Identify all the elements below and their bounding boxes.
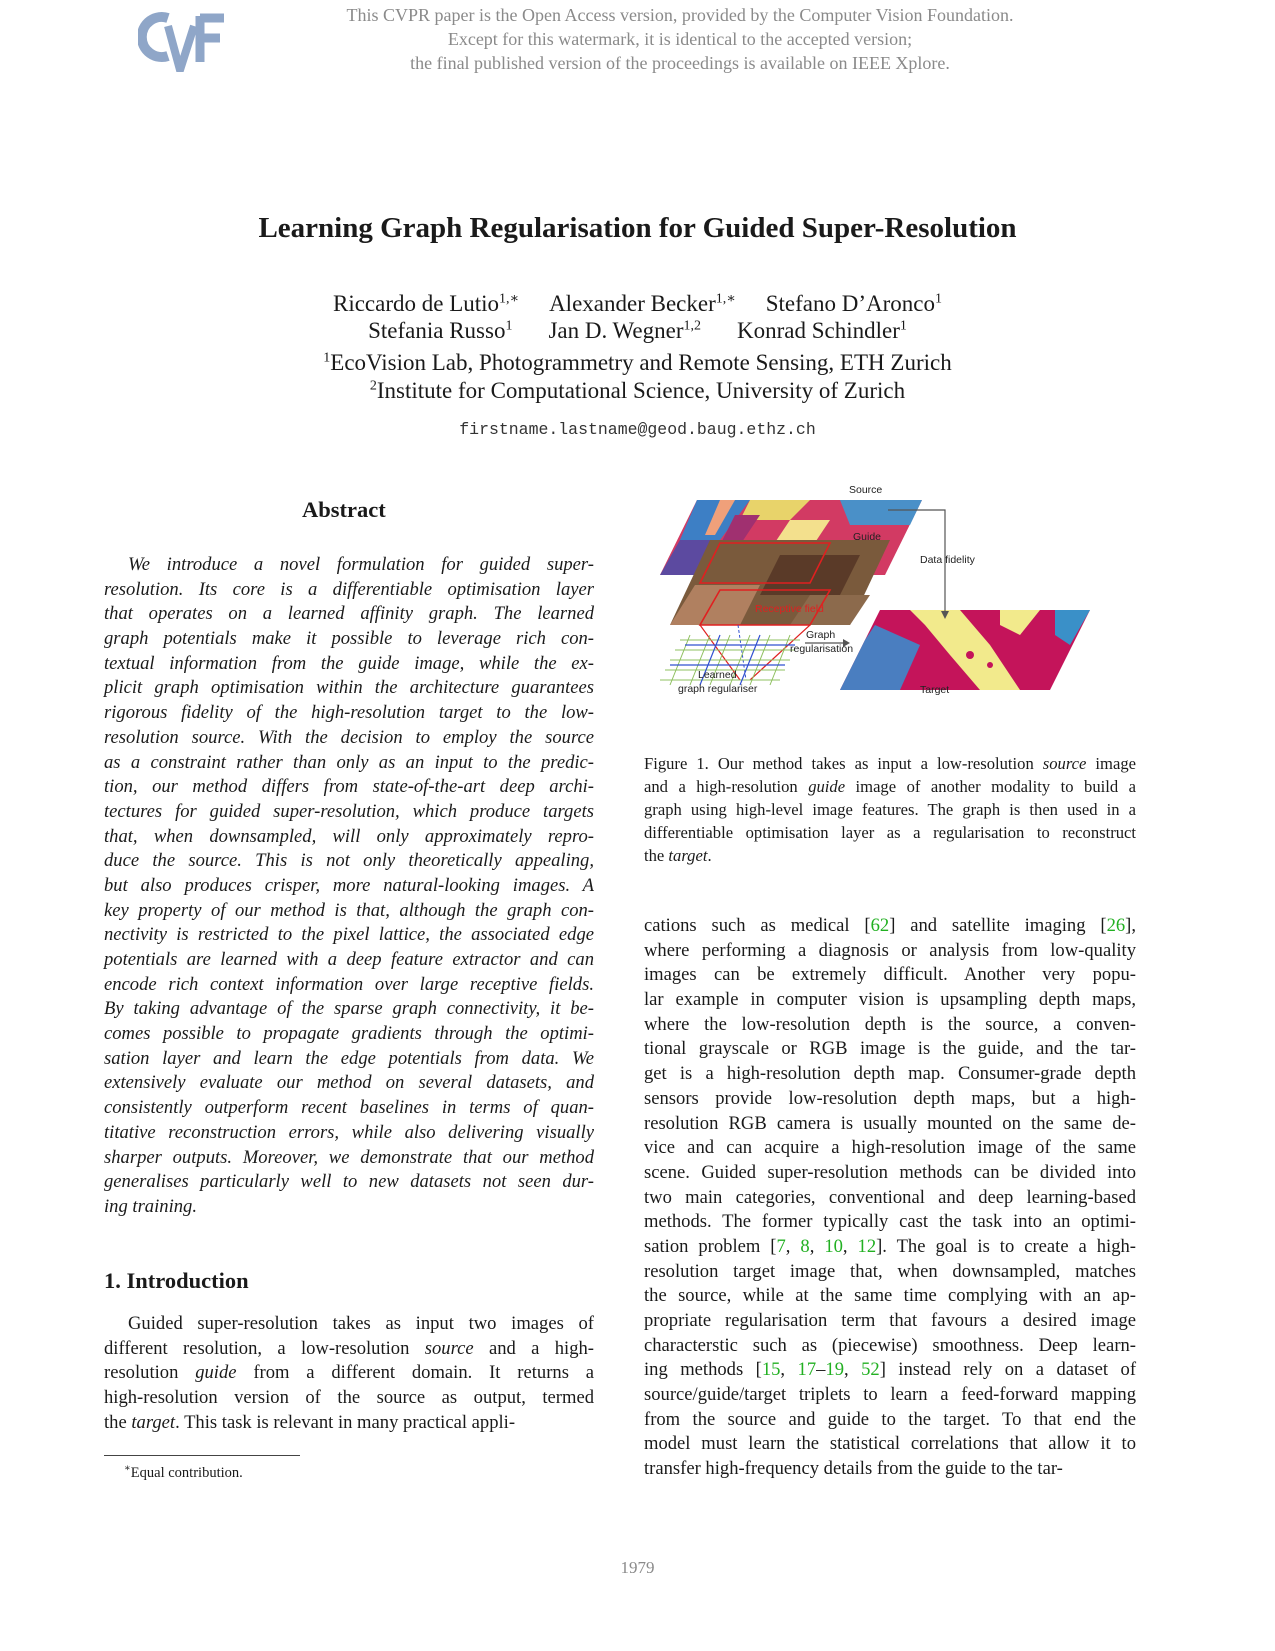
caption-line: Figure 1. Our method takes as input a low-resolution source image bbox=[644, 754, 1136, 773]
figure-1 bbox=[660, 484, 1120, 730]
introduction-line: Guided super-resolution takes as input two images of bbox=[128, 1313, 594, 1334]
right-column-line: from the source and guide to the target. To that end the bbox=[644, 1408, 1136, 1430]
right-column-line: resolution RGB camera is usually mounted on the same de- bbox=[644, 1112, 1136, 1134]
right-column-line: cations such as medical [62] and satellite imaging [26], bbox=[644, 915, 1136, 936]
authors-row bbox=[0, 290, 1275, 317]
right-column-line: the source, while at the same time complying with an ap- bbox=[644, 1285, 1136, 1307]
abstract-line: textual information from the guide image, while the ex- bbox=[104, 652, 594, 674]
abstract-line: encode rich context information over large receptive fields. bbox=[104, 973, 594, 995]
author-name: Jan D. Wegner$^{1,2}$ bbox=[548, 318, 701, 343]
right-column-line: sation problem [7, 8, 10, 12]. The goal is to create a high- bbox=[644, 1235, 1136, 1257]
abstract-line: sation layer and learn the edge potentials from data. We bbox=[104, 1047, 594, 1069]
figure-label-target: Target bbox=[920, 684, 950, 696]
right-column-line: where the low-resolution depth is the source, a conven- bbox=[644, 1013, 1136, 1035]
right-column-line: propriate regularisation term that favours a desired image bbox=[644, 1310, 1136, 1331]
footnote-rule bbox=[104, 1455, 300, 1456]
right-column-line: where performing a diagnosis or analysis from low-quality bbox=[644, 939, 1136, 961]
citation-link[interactable]: 52 bbox=[861, 1359, 880, 1381]
watermark-line: the final published version of the proceedings is available on IEEE Xplore. bbox=[410, 53, 950, 73]
abstract-line: titative reconstruction errors, while also delivering visually bbox=[104, 1121, 594, 1143]
affiliation: $^1$EcoVision Lab, Photogrammetry and Remote Sensing, ETH Zurich bbox=[323, 350, 952, 375]
abstract-line: resolution source. With the decision to employ the source bbox=[104, 726, 594, 748]
abstract-line: tion, our method differs from state-of-the-art deep archi- bbox=[104, 776, 594, 798]
citation-link[interactable]: 7 bbox=[776, 1235, 786, 1257]
citation-link[interactable]: 26 bbox=[1106, 915, 1126, 936]
abstract-line: rigorous fidelity of the high-resolution target to the low- bbox=[104, 702, 594, 724]
abstract-line: plicit graph optimisation within the architecture guarantees bbox=[104, 677, 594, 699]
target-layer bbox=[840, 610, 1090, 690]
paper-title: Learning Graph Regularisation for Guided Super-Resolution bbox=[258, 212, 1017, 244]
abstract-line: consistently outperform recent baselines in terms of quan- bbox=[104, 1097, 594, 1119]
footnote: ∗Equal contribution. bbox=[124, 1463, 243, 1481]
citation-link[interactable]: 62 bbox=[870, 915, 890, 936]
figure-1-caption bbox=[644, 752, 1136, 867]
right-column-line: source/guide/target triplets to learn a feed-forward mapping bbox=[644, 1384, 1136, 1406]
introduction-line: the target. This task is relevant in many practical appli- bbox=[104, 1411, 516, 1433]
abstract-line: tectures for guided super-resolution, which produce targets bbox=[104, 800, 594, 822]
right-column-line: model must learn the statistical correlations that allow it to bbox=[644, 1433, 1136, 1455]
abstract-line: duce the source. This is not only theoretically appealing, bbox=[104, 850, 594, 872]
caption-line: the target. bbox=[644, 846, 712, 865]
right-column-line: resolution target image that, when downsampled, matches bbox=[644, 1260, 1136, 1282]
abstract-line: We introduce a novel formulation for guided super- bbox=[128, 554, 594, 575]
caption-line: graph using high-level image features. The graph is then used in a bbox=[644, 800, 1136, 819]
right-column-line: get is a high-resolution depth map. Consumer-grade depth bbox=[644, 1063, 1136, 1085]
abstract-line: as a constraint rather than only as an input to the predic- bbox=[104, 751, 594, 773]
figure-label-guide: Guide bbox=[853, 531, 882, 543]
citation-link[interactable]: 12 bbox=[857, 1235, 877, 1257]
figure-label-source: Source bbox=[849, 484, 883, 496]
right-column-line: lar example in computer vision is upsampling depth maps, bbox=[644, 989, 1136, 1011]
introduction-heading: 1. Introduction bbox=[104, 1268, 249, 1293]
introduction-line: high-resolution version of the source as output, termed bbox=[104, 1387, 594, 1409]
abstract-line: generalises particularly well to new datasets not seen dur- bbox=[104, 1171, 594, 1193]
introduction-body bbox=[104, 1312, 594, 1435]
author-name: Alexander Becker$^{1,∗}$ bbox=[549, 290, 736, 316]
figure-label-graph-regulariser: graph regulariser bbox=[678, 683, 758, 695]
author-name: Konrad Schindler$^1$ bbox=[737, 318, 907, 343]
caption-line: and a high-resolution guide image of another modality to build a bbox=[644, 777, 1136, 796]
watermark-text bbox=[240, 3, 1120, 75]
right-column-line: characterstic such as (piecewise) smoothness. Deep learn- bbox=[644, 1334, 1136, 1356]
citation-link[interactable]: 10 bbox=[824, 1235, 843, 1257]
watermark-line: Except for this watermark, it is identical to the accepted version; bbox=[447, 29, 913, 49]
caption-line: differentiable optimisation layer as a regularisation to reconstruct bbox=[644, 823, 1136, 842]
abstract-line: ing training. bbox=[104, 1195, 197, 1217]
abstract-line: but also produces crisper, more natural-looking images. A bbox=[104, 874, 594, 896]
right-column-line: two main categories, conventional and deep learning-based bbox=[644, 1186, 1136, 1208]
figure-label-data-fidelity: Data fidelity bbox=[920, 554, 975, 566]
abstract-line: that, when downsampled, will only approximately repro- bbox=[104, 825, 594, 847]
watermark-line: This CVPR paper is the Open Access version, provided by the Computer Vision Foundation. bbox=[346, 5, 1014, 25]
figure-label-learned: Learned bbox=[698, 669, 737, 681]
abstract-line: nectivity is restricted to the pixel lattice, the associated edge bbox=[104, 924, 594, 946]
author-name: Riccardo de Lutio$^{1,∗}$ bbox=[332, 290, 520, 316]
figure-label-graph: Graph bbox=[806, 629, 836, 641]
right-column-line: methods. The former typically cast the task into an optimi- bbox=[644, 1211, 1136, 1233]
right-column-line: transfer high-frequency details from the guide to the tar- bbox=[644, 1458, 1063, 1480]
abstract-line: that operates on a learned affinity graph. The learned bbox=[104, 603, 594, 625]
page-number: 1979 bbox=[620, 1558, 655, 1577]
abstract-line: By taking advantage of the sparse graph connectivity, it be- bbox=[104, 998, 594, 1020]
right-column-line: tional grayscale or RGB image is the guide, and the tar- bbox=[644, 1038, 1136, 1060]
figure-label-regularisation: regularisation bbox=[790, 643, 854, 655]
abstract-line: resolution. Its core is a differentiable optimisation layer bbox=[104, 578, 594, 600]
authors-row bbox=[0, 318, 1275, 344]
citation-link[interactable]: 15 bbox=[761, 1359, 781, 1381]
author-name: Stefano D’Aronco$^1$ bbox=[765, 290, 943, 316]
abstract-line: potentials are learned with a deep feature extractor and can bbox=[104, 949, 594, 970]
abstract-line: extensively evaluate our method on several datasets, and bbox=[104, 1072, 594, 1094]
citation-link[interactable]: 8 bbox=[800, 1235, 810, 1257]
right-column-line: images can be extremely difficult. Another very popu- bbox=[644, 964, 1136, 986]
right-column-body bbox=[644, 914, 1136, 1482]
abstract-line: comes possible to propagate gradients through the optimi- bbox=[104, 1023, 594, 1045]
right-column-line: ing methods [15, 17–19, 52] instead rely on a dataset of bbox=[644, 1359, 1137, 1381]
citation-link[interactable]: 17 bbox=[797, 1359, 817, 1381]
cvf-logo bbox=[138, 10, 226, 77]
abstract-line: key property of our method is that, although the graph con- bbox=[104, 899, 594, 921]
right-column-line: scene. Guided super-resolution methods can be divided into bbox=[644, 1161, 1136, 1183]
right-column-line: vice and can acquire a high-resolution image of the same bbox=[644, 1137, 1136, 1159]
author-name: Stefania Russo$^1$ bbox=[368, 318, 513, 343]
right-column-line: sensors provide low-resolution depth maps, but a high- bbox=[644, 1087, 1136, 1109]
abstract-body bbox=[104, 553, 594, 1220]
abstract-line: sharper outputs. Moreover, we demonstrate that our method bbox=[104, 1146, 594, 1168]
figure-label-receptive-field: Receptive field bbox=[755, 603, 824, 615]
introduction-line: resolution guide from a different domain. It returns a bbox=[104, 1362, 595, 1384]
citation-link[interactable]: 19 bbox=[825, 1359, 844, 1381]
introduction-line: different resolution, a low-resolution source and a high- bbox=[104, 1337, 595, 1359]
abstract-line: graph potentials make it possible to leverage rich con- bbox=[104, 628, 594, 650]
author-email: firstname.lastname@geod.baug.ethz.ch bbox=[459, 420, 816, 439]
affiliation: $^2$Institute for Computational Science, University of Zurich bbox=[369, 378, 906, 403]
abstract-heading: Abstract bbox=[302, 497, 386, 522]
